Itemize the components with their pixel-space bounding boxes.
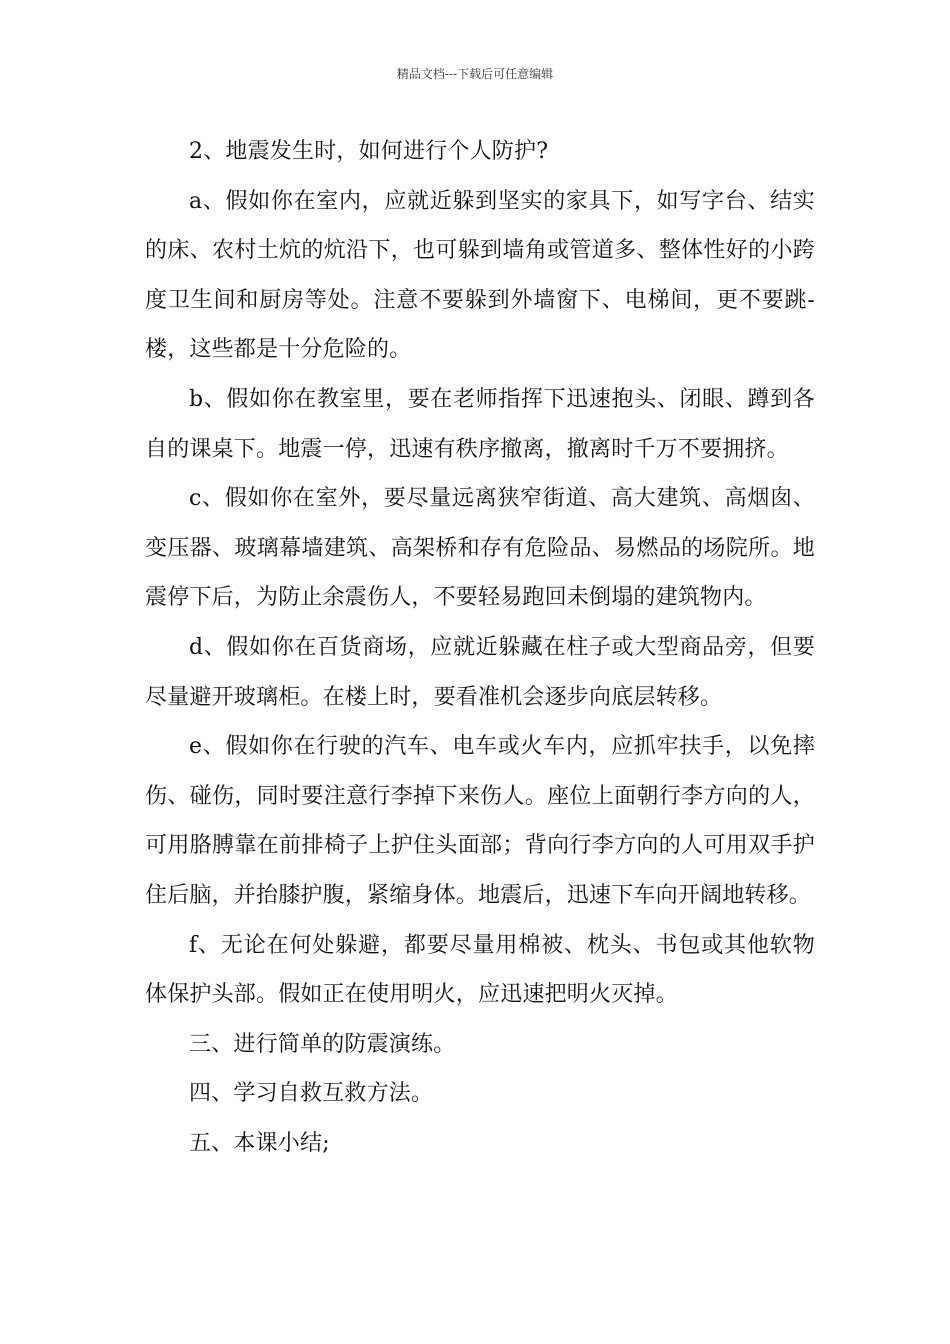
- paragraph-protect-head: f、无论在何处躲避，都要尽量用棉被、枕头、书包或其他软物体保护头部。假如正在使用明火，应迅速把明火灭掉。: [145, 932, 815, 1008]
- paragraph-outdoor: c、假如你在室外，要尽量远离狭窄街道、高大建筑、高烟囱、变压器、玻璃幕墙建筑、高架桥和存有危险品、易燃品的场院所。地震停下后，为防止余震伤人，不要轻易跑回未倒塌的建筑物内。: [145, 486, 815, 611]
- page-header: 精品文档---下载后可任意编辑: [396, 67, 554, 81]
- section-drill: 三、进行简单的防震演练。: [189, 1031, 456, 1057]
- paragraph-classroom: b、假如你在教室里，要在老师指挥下迅速抱头、闭眼、蹲到各自的课桌下。地震一停，迅速有秩序撤离，撤离时千万不要拥挤。: [145, 386, 815, 462]
- paragraph-indoor: a、假如你在室内，应就近躲到坚实的家具下，如写字台、结实的床、农村土炕的炕沿下，也可躲到墙角或管道多、整体性好的小跨度卫生间和厨房等处。注意不要躲到外墙窗下、电梯间，更不要跳-楼，这些都是十分危险的。: [145, 188, 815, 363]
- section-self-rescue: 四、学习自救互救方法。: [189, 1081, 434, 1107]
- section-summary: 五、本课小结;: [189, 1130, 330, 1156]
- paragraph-question-2: 2、地震发生时，如何进行个人防护?: [189, 139, 549, 164]
- document-body: [145, 127, 815, 1168]
- paragraph-mall: d、假如你在百货商场，应就近躲藏在柱子或大型商品旁，但要尽量避开玻璃柜。在楼上时，要看准机会逐步向底层转移。: [145, 634, 815, 710]
- paragraph-vehicle: e、假如你在行驶的汽车、电车或火车内，应抓牢扶手，以免摔伤、碰伤，同时要注意行李掉下来伤人。座位上面朝行李方向的人，可用胳膊靠在前排椅子上护住头面部；背向行李方向的人可用双手护住后脑，并抬膝护腹，紧缩身体。地震后，迅速下车向开阔地转移。: [145, 734, 815, 908]
